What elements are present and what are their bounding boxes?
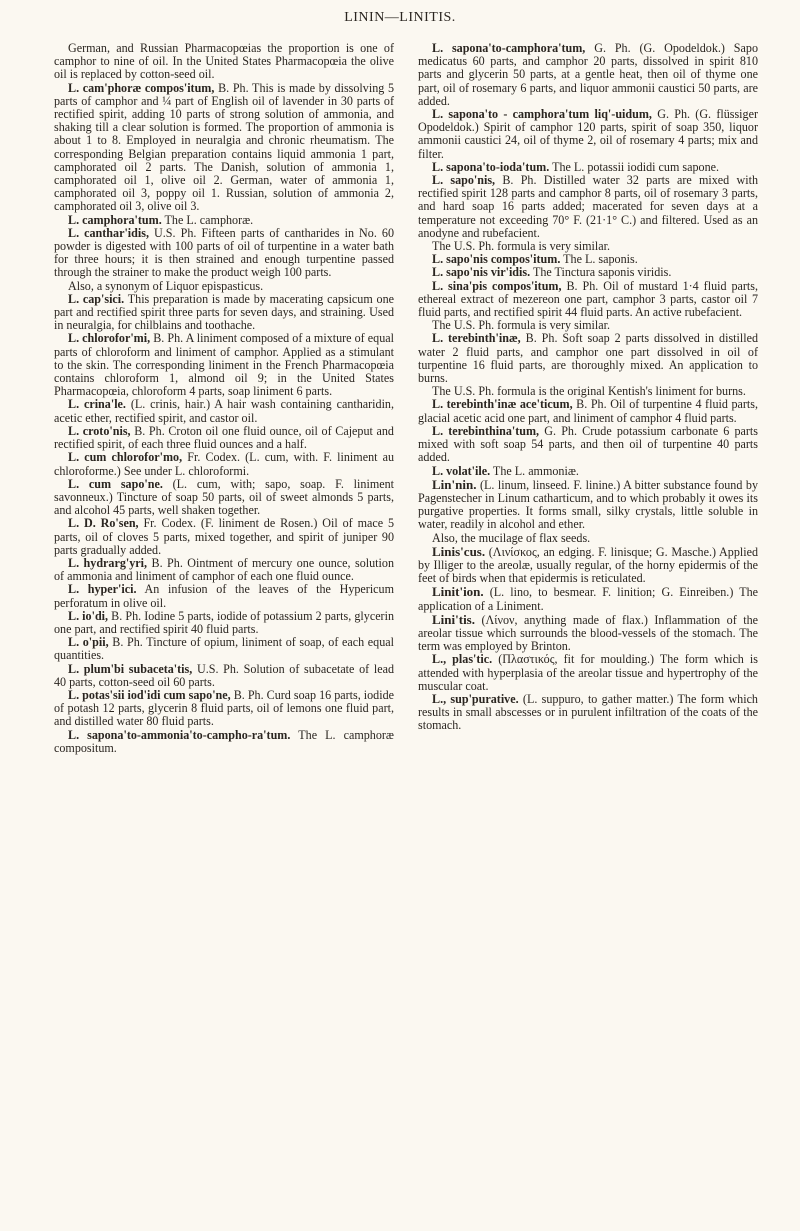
entry-text: The U.S. Ph. formula is very similar. xyxy=(432,318,611,333)
entry-headword: L., sup'purative. xyxy=(432,691,519,706)
entry-text: The L. saponis. xyxy=(560,252,638,267)
entry-text: The U.S. Ph. formula is very similar. xyxy=(432,239,611,254)
entry-headword: L. cap'sici. xyxy=(68,291,125,306)
entry-headword: L. volat'ile. xyxy=(432,463,491,478)
entry-cantharidis xyxy=(54,227,394,280)
entry-text: G. Ph. Crude potassium carbonate 6 parts mixed with soft soap 54 parts, and then oil of turpentine 40 parts added. xyxy=(418,423,758,465)
entry-headword: L. terebinthina'tum, xyxy=(432,423,540,438)
entry-headword: L. io'di, xyxy=(68,608,109,623)
entry-text: This preparation is made by macerating capsicum one part and rectified spirit three parts for seven days, and straining. Used in neuralgia, for chilblains and toothache. xyxy=(54,291,394,333)
entry-linition xyxy=(418,585,758,612)
entry-text: (L. cum, with; sapo, soap. F. liniment savonneux.) Tincture of soap 50 parts, oil of sweet almonds 5 parts, and alcohol 45 parts, well shaken together. xyxy=(54,476,394,518)
entry-text: G. Ph. (G. flüssiger Opodeldok.) Spirit of camphor 120 parts, spirit of soap 350, liquor ammonii caustici 24, oil of thyme 2, oil of rosemary 4 parts; mix and filter. xyxy=(418,107,758,161)
entry-cumchloroformo xyxy=(54,451,394,477)
entry-capsici xyxy=(54,293,394,333)
entry-iodi xyxy=(54,610,394,636)
entry-text: B. Ph. Tincture of opium, liniment of soap, of each equal quantities. xyxy=(54,635,394,663)
entry-linin xyxy=(418,478,758,532)
entry-text: B. Ph. A liniment composed of a mixture of equal parts of chloroform and liniment of camphor. Applied as a stimulant to the skin. The corresponding liniment in the French Pharmacopœia contains chloroform 1, almond oil 9; in the United States Pharmacopœia, chloroform 4 parts, soap liniment 6 parts. xyxy=(54,331,394,399)
entry-text: B. Ph. Oil of turpentine 4 fluid parts, glacial acetic acid one part, and liniment of camphor 4 fluid parts. xyxy=(418,397,758,425)
entry-text: (L. suppuro, to gather matter.) The form which results in small abscesses or in purulent infiltration of the coats of the stomach. xyxy=(418,691,758,733)
entry-headword: L., plas'tic. xyxy=(432,652,493,667)
entry-text: The L. camphoræ compositum. xyxy=(54,727,394,755)
entry-text: Also, the mucilage of flax seeds. xyxy=(432,530,591,545)
entry-plastic xyxy=(418,653,758,693)
left-column xyxy=(54,42,394,755)
entry-headword: L. potas'sii iod'idi cum sapo'ne, xyxy=(68,687,231,702)
entry-potassii xyxy=(54,689,394,729)
entry-text: U.S. Ph. Fifteen parts of cantharides in No. 60 powder is digested with 100 parts of oil of turpentine in a water bath for three hours; it is then strained and enough turpentine passed through the strainer to make the product weigh 100 parts. xyxy=(54,225,394,280)
entry-hydrargyri xyxy=(54,557,394,583)
entry-intro xyxy=(54,42,394,82)
entry-text: (L. lino, to besmear. F. linition; G. Einreiben.) The application of a Liniment. xyxy=(418,585,758,613)
entry-headword: L. cum chlorofor'mo, xyxy=(68,450,183,465)
entry-linitis xyxy=(418,613,758,654)
entry-text: (Λίνον, anything made of flax.) Inflammation of the areolar tissue which surrounds the blood-vessels of the stomach. The term was employed by Brinton. xyxy=(418,612,758,654)
entry-saponaammonia xyxy=(54,729,394,755)
entry-drosen xyxy=(54,517,394,557)
entry-text: (L. linum, linseed. F. linine.) A bitter substance found by Pagenstecher in Linum catharticum, and to which probably it owes its purgative properties. It forms small, silky crystals, little soluble in water, readily in alcohol and ether. xyxy=(418,477,758,532)
entry-text: B. Ph. Curd soap 16 parts, iodide of potash 12 parts, glycerin 8 fluid parts, oil of lemons one fluid part, and distilled water 80 fluid parts. xyxy=(54,687,394,729)
entry-headword: L. sapona'to-ioda'tum. xyxy=(432,159,550,174)
entry-text: The U.S. Ph. formula is the original Kentish's liniment for burns. xyxy=(432,384,746,399)
entry-text: B. Ph. Oil of mustard 1·4 fluid parts, ethereal extract of mezereon one part, camphor 3 parts, castor oil 7 fluid parts, and rectified spirit 44 fluid parts. An active rubefacient. xyxy=(418,278,759,320)
entry-headword: L. sapo'nis compos'itum. xyxy=(432,252,561,267)
entry-saponatoliq xyxy=(418,108,758,161)
entry-headword: L. sapona'to-camphora'tum, xyxy=(432,41,586,55)
entry-crinale xyxy=(54,398,394,424)
entry-text: The L. camphoræ. xyxy=(161,212,254,227)
entry-headword: L. plum'bi subaceta'tis, xyxy=(68,661,193,676)
entry-text: U.S. Ph. Solution of subacetate of lead 40 parts, cotton-seed oil 60 parts. xyxy=(54,661,394,689)
entry-headword: L. D. Ro'sen, xyxy=(68,516,139,531)
entry-suppurative xyxy=(418,693,758,733)
entry-text: Fr. Codex. (L. cum, with. F. liniment au chloroforme.) See under L. chloroformi. xyxy=(54,450,394,478)
entry-terebinthinae xyxy=(418,332,758,385)
entry-text: B. Ph. Distilled water 32 parts are mixed with rectified spirit 128 parts and camphor 8 parts, oil of rosemary 3 parts, and hard soap 16 parts added; macerated for seven days at a temperature not exceeding 70° F. (21·1° C.) and filtered. Used as an anodyne and rubefacient. xyxy=(418,173,758,240)
entry-crotonis xyxy=(54,425,394,451)
entry-headword: L. sapo'nis, xyxy=(432,173,496,188)
entry-headword: L. croto'nis, xyxy=(68,423,131,438)
entry-sinapis xyxy=(418,280,758,320)
entry-text: B. Ph. Iodine 5 parts, iodide of potassium 2 parts, glycerin one part, and rectified spirit 40 fluid parts. xyxy=(54,608,394,636)
entry-hyperici xyxy=(54,583,394,609)
entry-terebaceticum xyxy=(418,398,758,424)
entry-text: (Λινίσκος, an edging. F. linisque; G. Masche.) Applied by Illiger to the areolæ, usually regular, of the horny epidermis of the feet of birds when that epidermis is reticulated. xyxy=(418,544,758,586)
entry-text: G. Ph. (G. Opodeldok.) Sapo medicatus 60 parts, and camphor 20 parts, dissolved in spirit 810 parts and glycerin 50 parts, at a gentle heat, then oil of thyme one part, oil of rosemary 6 parts, and liquor ammonii caustici 50 parts, are added. xyxy=(418,41,758,108)
entry-headword: L. cum sapo'ne. xyxy=(68,476,163,491)
entry-text: (Πλαστικός, fit for moulding.) The form which is attended with hyperplasia of the areolar tissue and hypertrophy of the muscular coat. xyxy=(418,652,758,693)
entry-text: The L. potassii iodidi cum sapone. xyxy=(549,159,720,174)
entry-cumsapone xyxy=(54,478,394,518)
entry-headword: L. hydrarg'yri, xyxy=(68,555,148,570)
entry-headword: L. terebinth'inæ, xyxy=(432,331,521,346)
entry-headword: L. camphora'tum. xyxy=(68,212,162,227)
entry-headword: L. chlorofor'mi, xyxy=(68,331,151,346)
entry-text: An infusion of the leaves of the Hypericum perforatum in olive oil. xyxy=(54,582,394,610)
entry-saponis xyxy=(418,174,758,240)
entry-headword: L. canthar'idis, xyxy=(68,225,149,240)
entry-headword: Linit'ion. xyxy=(432,584,484,600)
entry-headword: L. o'pii, xyxy=(68,635,109,650)
entry-headword: L. sapona'to - camphora'tum liq'-uidum, xyxy=(432,107,652,122)
entry-headword: L. sina'pis compos'itum, xyxy=(432,278,562,293)
entry-text: B. Ph. Croton oil one fluid ounce, oil of Cajeput and rectified spirit, of each three fluid ounces and a half. xyxy=(54,423,394,452)
entry-text: German, and Russian Pharmacopœias the proportion is one of camphor to nine of oil. In the United States Pharmacopœia the olive oil is replaced by cotton-seed oil. xyxy=(54,41,394,82)
entry-camphorae xyxy=(54,82,394,214)
entry-text: The Tinctura saponis viridis. xyxy=(530,265,672,280)
entry-headword: Lin'nin. xyxy=(432,476,477,492)
right-column xyxy=(418,42,758,733)
entry-text: B. Ph. Soft soap 2 parts dissolved in distilled water 2 fluid parts, and camphor one part dissolved in oil of turpentine 16 fluid parts, are thoroughly mixed. An application to burns. xyxy=(418,331,759,386)
entry-opii xyxy=(54,636,394,662)
entry-headword: L. cam'phoræ compos'itum, xyxy=(68,80,215,95)
entry-terebinthinatum xyxy=(418,425,758,465)
entry-chloroformi xyxy=(54,332,394,398)
entry-text: B. Ph. This is made by dissolving 5 parts of camphor and ¼ part of English oil of lavender in 30 parts of rectified spirit, adding 10 parts of strong solution of ammonia, and shaking till a clear solution is formed. The proportion of ammonia is about 1 to 8. Employed in neuralgia and chronic rheumatism. The corresponding Belgian preparation contains liquid ammonia 1 part, camphorated oil 2 parts. The Danish, solution of ammonia 1, camphorated oil 1, olive oil 2. German, water of ammonia 1, camphorated oil 3, poppy oil 1. Russian, solution of ammonia 2, camphorated oil 3, olive oil 3. xyxy=(54,80,394,214)
entry-headword: L. sapo'nis vir'idis. xyxy=(432,265,531,280)
entry-headword: L. crina'le. xyxy=(68,397,126,412)
entry-headword: L. terebinth'inæ ace'ticum, xyxy=(432,397,573,412)
entry-text: Fr. Codex. (F. liniment de Rosen.) Oil of mace 5 parts, oil of cloves 5 parts, mixed together, and spirit of juniper 90 parts gradually added. xyxy=(54,516,395,557)
entry-text: Also, a synonym of Liquor epispasticus. xyxy=(68,278,264,293)
entry-text: (L. crinis, hair.) A hair wash containing cantharidin, acetic ether, rectified spirit, and castor oil. xyxy=(54,397,395,425)
entry-plumbi xyxy=(54,663,394,689)
entry-headword: L. sapona'to-ammonia'to-campho-ra'tum. xyxy=(68,727,291,742)
entry-liniscus xyxy=(418,545,758,586)
running-header: LININ—LINITIS. xyxy=(344,10,456,25)
entry-headword: Linis'cus. xyxy=(432,543,486,559)
entry-saponatocamph xyxy=(418,42,758,108)
entry-text: B. Ph. Ointment of mercury one ounce, solution of ammonia and liniment of camphor of each one fluid ounce. xyxy=(54,555,394,584)
entry-headword: L. hyper'ici. xyxy=(68,582,137,597)
entry-headword: Lini'tis. xyxy=(432,611,475,627)
entry-text: The L. ammoniæ. xyxy=(490,463,579,478)
